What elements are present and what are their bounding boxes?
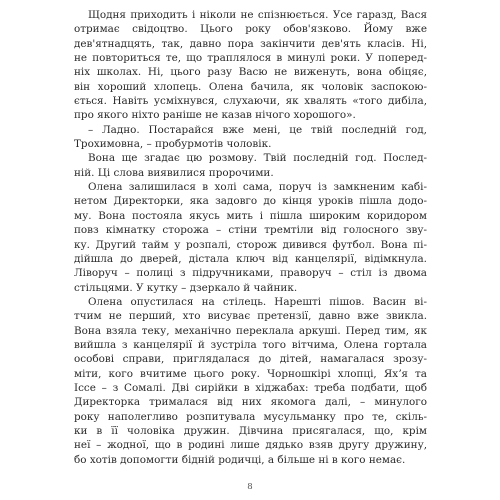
- text-line: дійшла до дверей, дістала ключ від канцелярії, відімкнула.: [74, 252, 427, 265]
- text-line: він хороший хлопець. Олена бачила, як чоловік заспокою-: [74, 80, 427, 93]
- text-line: міти, кого вчитиме цього року. Чорношкірі хлопці, Яхʼя та: [74, 367, 427, 380]
- text-line: – Ладно. Постарайся вже мені, це твій последній год,: [88, 123, 427, 136]
- text-line: ній. Ці слова виявилися пророчими.: [74, 166, 274, 179]
- paragraph: [74, 151, 427, 180]
- text-line: Іссе – з Сомалі. Дві сирійки в хіджабах: треба подбати, щоб: [74, 381, 427, 394]
- text-line: Вона взяла теку, механічно переклала аркуші. Перед тим, як: [74, 324, 427, 337]
- text-line: не повториться те, що траплялося в минулі роки. У поперед-: [74, 52, 427, 65]
- text-line: ки в її чоловіка дружин. Дівчина присягалася, що, крім: [74, 424, 427, 437]
- paragraph: [74, 123, 427, 152]
- paragraph: [74, 295, 427, 467]
- paragraph: [74, 8, 427, 123]
- text-line: року наполегливо розпитувала мусульманку про те, скіль-: [74, 410, 427, 423]
- text-line: вийшла з канцелярії й зустріла того вітчима, Олена гортала: [74, 338, 427, 351]
- text-line: бо хотів допомогти бідній родичці, а більше ні в кого немає.: [74, 453, 406, 466]
- text-line: Олена залишилася в холі сама, поруч із замкненим кабі-: [88, 181, 427, 194]
- text-line: Вона ще згадає цю розмову. Твій последній год. Послед-: [88, 152, 427, 165]
- text-line: особові справи, приглядалася до дітей, намагалася зрозу-: [74, 353, 427, 366]
- text-line: ніх школах. Ні, цього разу Васю не виженуть, вона обіцяє,: [74, 66, 427, 79]
- paragraph: [74, 180, 427, 295]
- text-line: дев'ятнадцять, так, давно пора закінчити дев'ять класів. Ні,: [74, 37, 427, 50]
- text-line: нетом Директорки, яка задовго до кінця уроків пішла додо-: [74, 195, 427, 208]
- text-line: повз кімнатку сторожа – стіни тремтіли від голосного зву-: [74, 224, 427, 237]
- page-number: 8: [247, 482, 253, 492]
- text-line: му. Вона постояла якусь мить і пішла широким коридором: [74, 209, 427, 222]
- text-line: Трохимовна, – пробурмотів чоловік.: [74, 138, 272, 151]
- text-body: [74, 8, 427, 467]
- text-line: ється. Навіть усміхнувся, слухаючи, як хвалять «того дибіла,: [74, 95, 427, 108]
- text-line: Ліворуч – полиці з підручниками, праворуч – стіл із двома: [74, 267, 427, 280]
- text-line: отримає свідоцтво. Цього року обов'язково. Йому вже: [74, 23, 427, 36]
- text-line: тчим не перший, хто висуває претензії, давно вже звикла.: [74, 310, 427, 323]
- text-line: Олена опустилася на стілець. Нарешті пішов. Васин ві-: [88, 295, 427, 308]
- text-line: Директорка трималася від них якомога далі, – минулого: [74, 396, 427, 409]
- text-line: про якого ніхто раніше не казав нічого хорошого».: [74, 109, 356, 122]
- text-line: Щодня приходить і ніколи не спізнюється. Усе гаразд, Вася: [88, 9, 427, 21]
- text-line: стільцями. У кутку – дзеркало й чайник.: [74, 281, 298, 294]
- text-line: ку. Другий тайм у розпалі, сторож дивився футбол. Вона пі-: [74, 238, 427, 251]
- text-line: неї – жодної, що в родині лише дядько взяв другу дружину,: [74, 439, 427, 452]
